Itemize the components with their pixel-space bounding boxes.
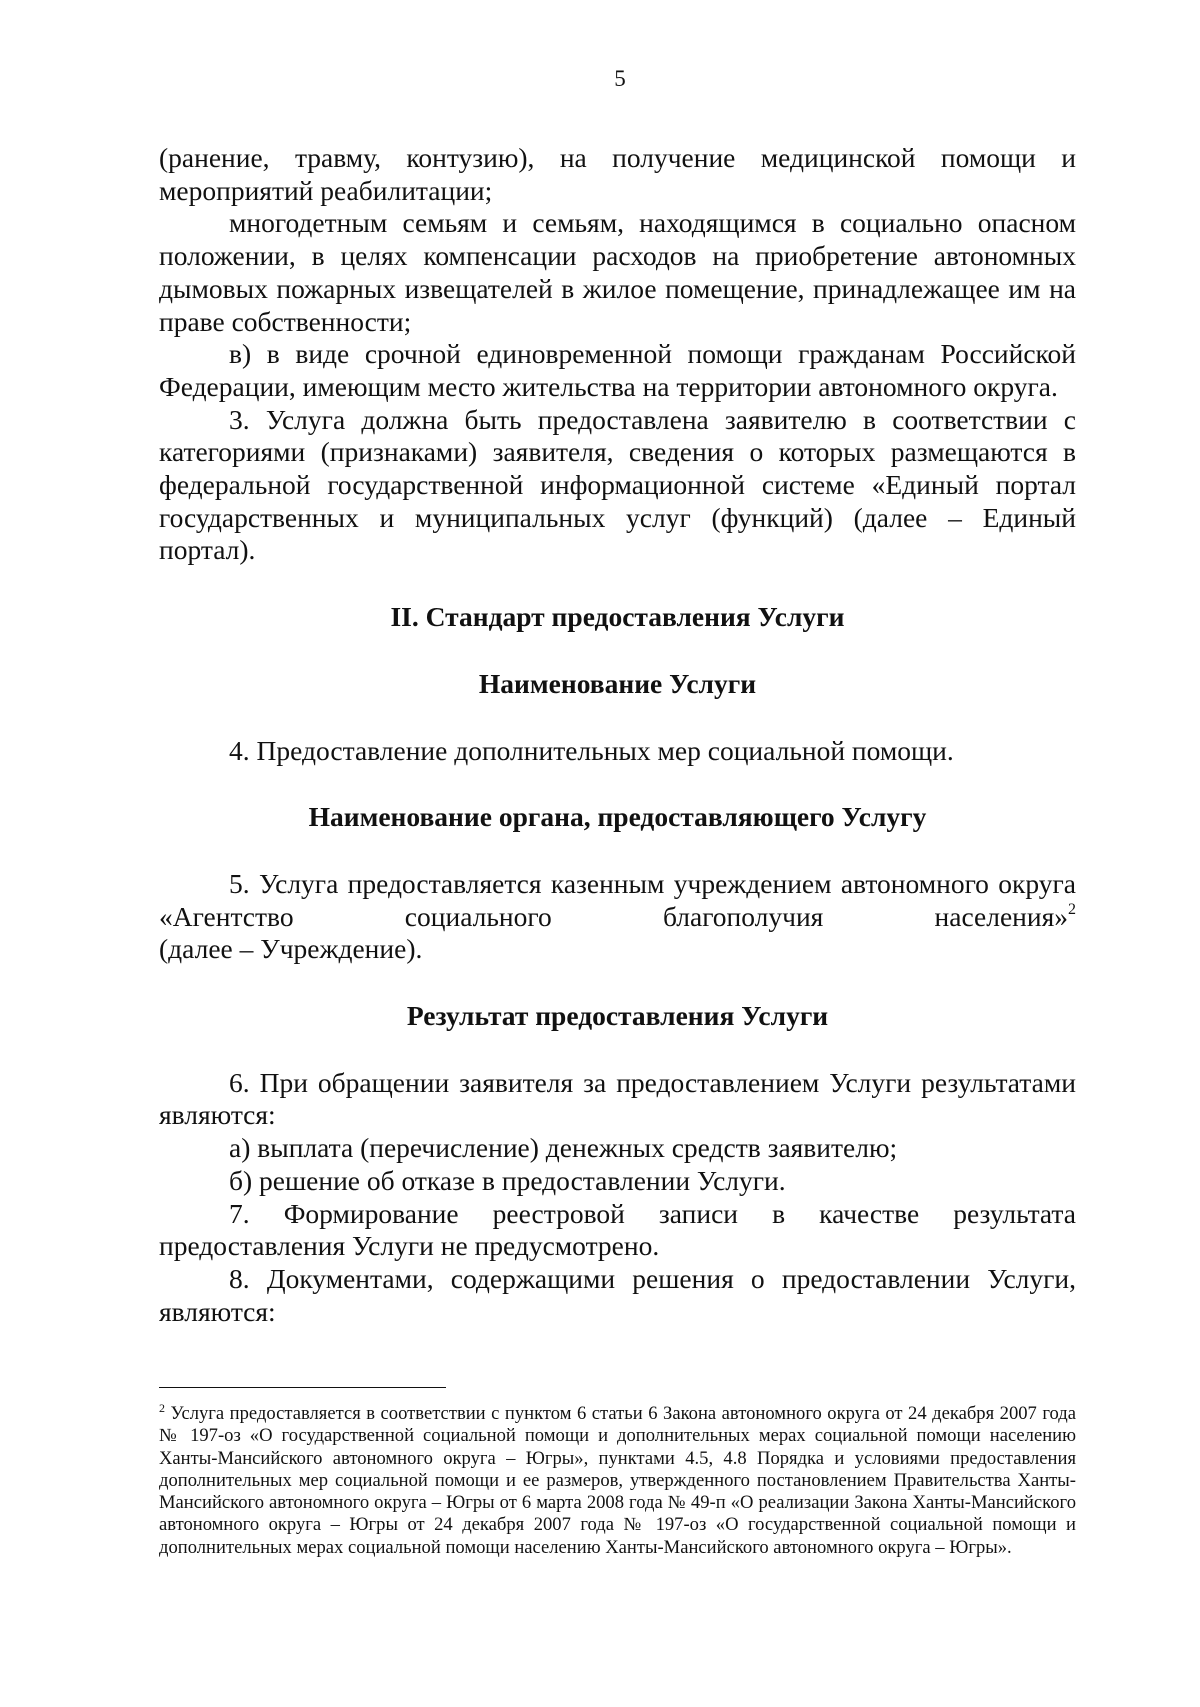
footnote-text: Услуга предоставляется в соответствии с пунктом 6 статьи 6 Закона автономного округа от 24 декабря 2007 года № 197-оз «О государственной социальной помощи и дополнительных мерах социальной помощи населению Ханты-Мансийского автономного округа – Югры», пунктами 4.5, 4.8 Порядка и условиями предоставления дополнительных мер социальной помощи и ее размеров, утвержденного постановлением Правительства Ханты-Мансийского автономного округа – Югры от 6 марта 2008 года № 49-п «О реализации Закона Ханты-Мансийского автономного округа – Югры от 24 декабря 2007 года № 197-оз «О государственной социальной помощи и дополнительных мерах социальной помощи населению Ханты-Мансийского автономного округа – Югры». <box>159 1403 1076 1558</box>
item-5-text: 5. Услуга предоставляется казенным учреждением автономного округа «Агентство социального благополучия населения» <box>159 867 1076 932</box>
page-number: 5 <box>614 66 626 91</box>
paragraph-large-families: многодетным семьям и семьям, находящимся в социально опасном положении, в целях компенсации расходов на приобретение автономных дымовых пожарных извещателей в жилое помещение, принадлежащее им на праве собственности; <box>159 207 1076 337</box>
paragraph-item-3: 3. Услуга должна быть предоставлена заявителю в соответствии с категориями (признаками) заявителя, сведения о которых размещаются в федеральной государственной информационной системе «Единый портал государственных и муниципальных услуг (функций) (далее – Единый портал). <box>159 403 1076 566</box>
section-title: II. Стандарт предоставления Услуги <box>390 601 845 633</box>
heading-service-name: Наименование Услуги <box>478 667 757 699</box>
footnote <box>159 1403 1076 1559</box>
paragraph-item-5-tail: (далее – Учреждение). <box>159 933 423 965</box>
paragraph-item-4: 4. Предоставление дополнительных мер социальной помощи. <box>229 734 954 766</box>
paragraph-item-6: 6. При обращении заявителя за предоставлением Услуги результатами являются: <box>159 1066 1076 1131</box>
paragraph-item-6a: а) выплата (перечисление) денежных средств заявителю; <box>229 1132 898 1164</box>
paragraph-urgent-aid: в) в виде срочной единовременной помощи гражданам Российской Федерации, имеющим место жительства на территории автономного округа. <box>159 338 1076 402</box>
paragraph-item-5 <box>159 868 1076 933</box>
footnote-marker: 2 <box>159 1401 165 1415</box>
heading-result: Результат предоставления Услуги <box>406 1000 829 1032</box>
paragraph-item-6b: б) решение об отказе в предоставлении Услуги. <box>229 1164 786 1196</box>
paragraph-item-8: 8. Документами, содержащими решения о предоставлении Услуги, являются: <box>159 1262 1076 1327</box>
heading-authority-name: Наименование органа, предоставляющего Услугу <box>308 801 927 833</box>
main-text <box>159 142 1076 1328</box>
paragraph-injury-continuation: (ранение, травму, контузию), на получение медицинской помощи и мероприятий реабилитации; <box>159 142 1076 206</box>
paragraph-item-7: 7. Формирование реестровой записи в качестве результата предоставления Услуги не предусмотрено. <box>159 1197 1076 1262</box>
footnote-reference: 2 <box>1068 900 1076 918</box>
footnote-separator <box>159 1387 446 1388</box>
